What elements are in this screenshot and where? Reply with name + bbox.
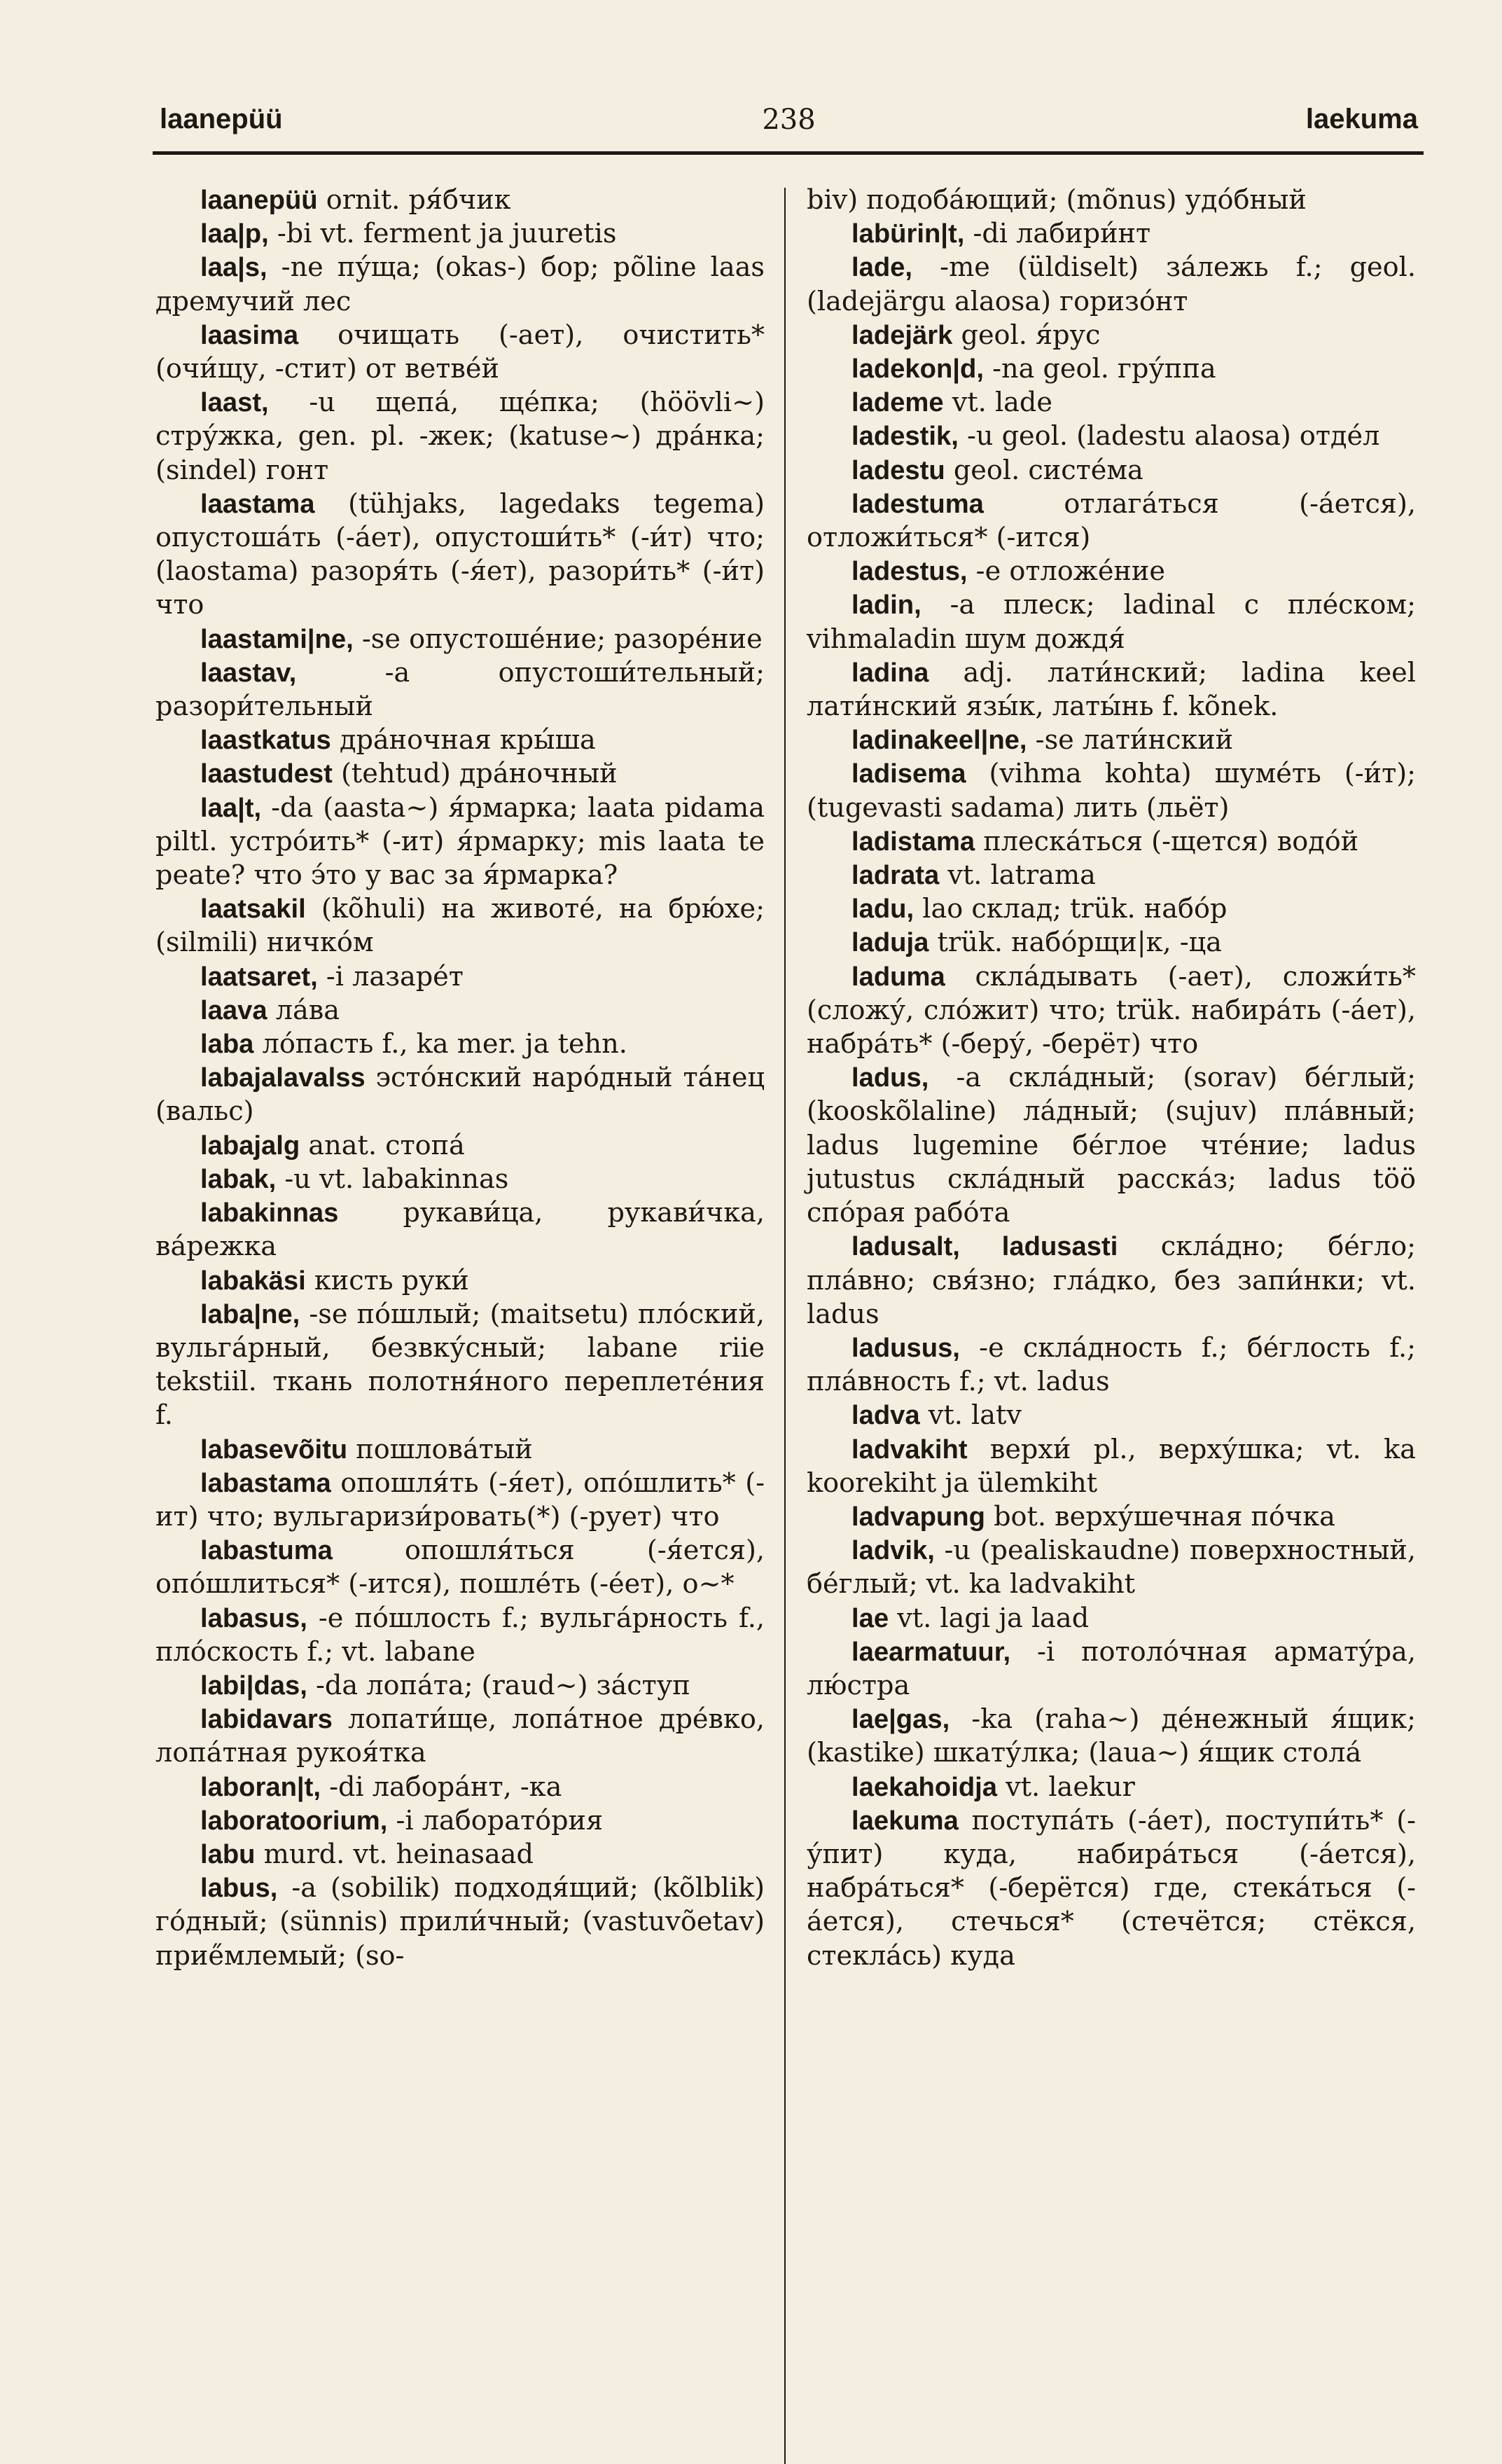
entry-headword: ladejärk <box>851 319 953 350</box>
dictionary-entry <box>807 960 1416 1062</box>
entry-definition: geol. систе́ма <box>945 455 1143 486</box>
dictionary-entry <box>807 892 1416 926</box>
dictionary-entry <box>155 656 765 724</box>
entry-headword: laboratoorium, <box>200 1805 388 1836</box>
entry-definition: -se лати́нский <box>1027 725 1234 756</box>
dictionary-entry <box>807 1771 1416 1804</box>
dictionary-entry <box>807 1433 1416 1500</box>
dictionary-entry <box>807 1804 1416 1973</box>
entry-headword: lade, <box>851 252 913 283</box>
entry-definition: скла́дно; бе́гло; пла́вно; свя́зно; гла́дко, без запи́нки; vt. ladus <box>807 1231 1416 1330</box>
entry-headword: ladisema <box>851 759 966 789</box>
entry-headword: labu <box>200 1839 256 1869</box>
dictionary-entry <box>155 757 765 791</box>
running-head-left: laanepüü <box>160 104 283 134</box>
entry-definition: murd. vt. heinasaad <box>255 1839 534 1870</box>
dictionary-entry <box>155 960 765 994</box>
entry-definition: лопати́ще, лопа́тное дре́вко, лопа́тная рукоя́тка <box>155 1704 765 1769</box>
entry-definition: (kõhuli) на животе́, на брю́хе; (silmili) ничко́м <box>155 894 765 959</box>
dictionary-entry <box>807 1500 1416 1534</box>
entry-definition: ornit. ря́бчик <box>317 185 511 216</box>
entry-definition: ла́ва <box>267 995 340 1026</box>
entry-headword: ladus, <box>851 1063 929 1093</box>
right-column <box>807 184 1416 1973</box>
entry-headword: laastama <box>200 488 315 519</box>
entry-definition: trük. набо́рщи|к, -ца <box>929 927 1222 959</box>
entry-definition: ло́пасть f., ka mer. ja tehn. <box>253 1029 627 1060</box>
entry-definition: -e по́шлость f.; вульга́рность f., пло́скость f.; vt. labane <box>155 1603 765 1668</box>
entry-definition: опошля́ться (-я́ется), опо́шлиться* (-ится), пошле́ть (-е́ет), о~* <box>155 1535 765 1600</box>
entry-headword: laastav, <box>200 657 297 688</box>
entry-definition: -di лабири́нт <box>964 219 1151 250</box>
dictionary-entry <box>155 623 765 656</box>
entry-definition: -me (üldiselt) за́лежь f.; geol. (ladejärgu alaosa) горизо́нт <box>807 252 1416 317</box>
entry-definition: -a скла́дный; (sorav) бе́глый; (kooskõlaline) ла́дный; (sujuv) пла́вный; ladus lugemine бе́глое чте́ние; ladus jutustus скла́дный расска́з; ladus töö спо́рая рабо́та <box>807 1063 1416 1229</box>
entry-headword: laastudest <box>200 759 333 789</box>
entry-definition: отлага́ться (-а́ется), отложи́ться* (-ится) <box>807 488 1416 554</box>
entry-definition: -u vt. labakinnas <box>276 1163 509 1195</box>
entry-headword: laasima <box>200 319 299 350</box>
entry-definition: adj. лати́нский; ladina keel лати́нский язы́к, латы́нь f. kõnek. <box>807 657 1416 723</box>
entry-headword: labürin|t, <box>851 219 965 249</box>
entry-headword: labakäsi <box>200 1265 306 1296</box>
dictionary-entry <box>807 1635 1416 1703</box>
dictionary-entry <box>155 1534 765 1601</box>
entry-headword: labastama <box>200 1467 331 1498</box>
dictionary-entry <box>807 454 1416 487</box>
entry-definition: vt. latrama <box>939 860 1096 892</box>
dictionary-entry <box>807 217 1416 251</box>
dictionary-entry <box>155 184 765 217</box>
dictionary-entry <box>155 319 765 386</box>
entry-headword: laastami|ne, <box>200 623 354 654</box>
entry-definition: -u geol. (ladestu alaosa) отде́л <box>958 421 1380 452</box>
entry-headword: laast, <box>200 387 269 418</box>
dictionary-entry <box>807 352 1416 386</box>
dictionary-entry <box>807 386 1416 420</box>
entry-headword: labidavars <box>200 1704 333 1735</box>
entry-headword: ladestus, <box>851 556 968 587</box>
entry-definition: -u щепа́, ще́пка; (höövli~) стру́жка, gen. pl. -жек; (katuse~) дра́нка; (sindel) гонт <box>155 387 765 486</box>
entry-definition: -e отложе́ние <box>967 556 1165 588</box>
left-column <box>155 184 765 1973</box>
entry-headword: ladusalt, ladusasti <box>851 1231 1118 1262</box>
dictionary-entry <box>807 825 1416 859</box>
entry-definition: lao склад; trük. набо́р <box>914 894 1228 925</box>
entry-headword: ladusus, <box>851 1332 960 1363</box>
entry-definition: (tehtud) дра́ночный <box>332 759 618 790</box>
entry-definition: -a (sobilik) подходя́щий; (kõlblik) го́дный; (sünnis) прили́чный; (vastuvõetav) приe̋млемый; (so- <box>155 1873 765 1972</box>
entry-headword: labajalavalss <box>200 1063 366 1093</box>
entry-definition: vt. lade <box>943 387 1052 419</box>
entry-definition: пошлова́тый <box>347 1434 533 1465</box>
entry-headword: laatsaret, <box>200 961 318 992</box>
dictionary-entry <box>155 1129 765 1163</box>
entry-definition: очищать (-ает), очистить* (очи́щу, -стит) от ветве́й <box>155 319 765 385</box>
entry-headword: labus, <box>200 1873 278 1904</box>
entry-headword: ladestik, <box>851 421 959 452</box>
dictionary-entry <box>807 1061 1416 1230</box>
entry-headword: ladinakeel|ne, <box>851 725 1027 756</box>
entry-headword: ladvakiht <box>851 1434 968 1465</box>
entry-headword: laekuma <box>851 1805 959 1836</box>
entry-definition: (vihma kohta) шуме́ть (-и́т); (tugevasti sadama) лить (льёт) <box>807 759 1416 824</box>
entry-definition: -di лабора́нт, -ка <box>320 1771 562 1803</box>
entry-headword: laduma <box>851 961 945 992</box>
entry-definition: -ne пу́ща; (okas-) бор; põline laas дремучий лес <box>155 252 765 317</box>
dictionary-entry <box>155 386 765 487</box>
entry-headword: labastuma <box>200 1535 333 1566</box>
entry-definition: -e скла́дность f.; бе́глость f.; пла́вность f.; vt. ladus <box>807 1332 1416 1398</box>
dictionary-entry <box>155 1433 765 1467</box>
dictionary-entry <box>155 994 765 1027</box>
dictionary-entry <box>155 1467 765 1534</box>
entry-definition: -da лопа́та; (raud~) за́ступ <box>307 1670 690 1701</box>
entry-headword: laanepüü <box>200 185 318 215</box>
entry-headword: labak, <box>200 1163 277 1194</box>
entry-headword: ladestuma <box>851 488 984 519</box>
entry-definition: vt. laekur <box>997 1771 1135 1803</box>
entry-definition: anat. стопа́ <box>300 1130 465 1161</box>
entry-headword: laa|p, <box>200 219 269 249</box>
entry-definition: скла́дывать (-ает), сложи́ть* (сложу́, сло́жит) что; trük. набира́ть (-а́ет), набра́ть* (-беру́, -берёт) что <box>807 961 1416 1060</box>
dictionary-entry <box>155 724 765 757</box>
dictionary-entry <box>155 1602 765 1669</box>
entry-definition: опошля́ть (-я́ет), опо́шлить* (-ит) что; вульгаризи́ровать(*) (-рует) что <box>155 1467 765 1532</box>
entry-headword: labajalg <box>200 1130 300 1161</box>
entry-headword: laba <box>200 1029 254 1060</box>
entry-definition: -ka (raha~) де́нежный я́щик; (kastike) шкату́лка; (laua~) я́щик стола́ <box>807 1704 1416 1769</box>
entry-headword: ladekon|d, <box>851 354 984 385</box>
dictionary-entry <box>155 1771 765 1804</box>
entry-headword: ladina <box>851 657 929 688</box>
entry-headword: laba|ne, <box>200 1299 300 1329</box>
entry-headword: lae|gas, <box>851 1704 950 1735</box>
entry-definition: geol. я́рус <box>952 319 1101 351</box>
dictionary-entry <box>155 1264 765 1298</box>
dictionary-entry <box>155 1838 765 1871</box>
entry-definition: рукави́ца, рукави́чка, ва́режка <box>155 1198 765 1263</box>
entry-headword: laastkatus <box>200 725 331 756</box>
dictionary-entry <box>155 1703 765 1770</box>
dictionary-entry <box>807 656 1416 724</box>
entry-definition: (tühjaks, lagedaks tegema) опустоша́ть (-а́ет), опустоши́ть* (-и́т) что; (laostama) разоря́ть (-я́ет), разори́ть* (-и́т) что <box>155 488 765 621</box>
entry-definition: vt. latv <box>919 1400 1022 1432</box>
entry-headword: laearmatuur, <box>851 1636 1011 1667</box>
entry-headword: labasevõitu <box>200 1434 348 1465</box>
dictionary-entry <box>155 1669 765 1703</box>
dictionary-entry <box>155 1804 765 1838</box>
dictionary-entry <box>807 724 1416 757</box>
entry-headword: ladrata <box>851 860 940 891</box>
dictionary-entry <box>155 1027 765 1061</box>
entry-headword: laa|s, <box>200 252 267 283</box>
entry-headword: ladvapung <box>851 1501 985 1532</box>
dictionary-entry <box>807 859 1416 892</box>
dictionary-entry <box>807 1399 1416 1432</box>
dictionary-entry <box>807 1534 1416 1601</box>
dictionary-entry <box>807 1331 1416 1399</box>
dictionary-entry <box>155 217 765 251</box>
dictionary-entry <box>807 487 1416 555</box>
entry-definition: bot. верху́шечная по́чка <box>985 1501 1335 1532</box>
entry-definition: vt. lagi ja laad <box>889 1603 1090 1634</box>
dictionary-entry <box>807 1602 1416 1635</box>
column-divider <box>784 188 786 2464</box>
entry-definition: biv) подоба́ющий; (mõnus) удо́бный <box>807 185 1307 216</box>
dictionary-entry <box>155 487 765 623</box>
entry-headword: ladu, <box>851 894 915 925</box>
dictionary-entry <box>807 1703 1416 1770</box>
dictionary-entry <box>155 892 765 960</box>
entry-definition: -i потоло́чная армату́ра, лю́стра <box>807 1636 1416 1701</box>
entry-definition: дра́ночная кры́ша <box>331 725 596 756</box>
entry-definition: -u (pealiskaudne) поверхностный, бе́глый; vt. ka ladvakiht <box>807 1535 1416 1600</box>
entry-definition: кисть руки́ <box>305 1265 469 1296</box>
dictionary-entry <box>807 420 1416 453</box>
dictionary-entry <box>155 791 765 893</box>
entry-headword: laatsakil <box>200 894 306 925</box>
dictionary-entry <box>155 1163 765 1196</box>
page-number: 238 <box>762 104 816 136</box>
dictionary-entry <box>807 251 1416 318</box>
dictionary-entry <box>807 757 1416 824</box>
dictionary-entry <box>155 1061 765 1128</box>
running-head-right: laekuma <box>1305 104 1418 134</box>
entry-headword: lademe <box>851 387 944 418</box>
entry-headword: laa|t, <box>200 792 262 823</box>
entry-headword: ladestu <box>851 455 945 485</box>
entry-headword: lae <box>851 1603 889 1633</box>
entry-definition: -a плеск; ladinal с пле́ском; vihmaladin шум дождя́ <box>807 590 1416 655</box>
dictionary-entry <box>155 1298 765 1433</box>
entry-headword: laduja <box>851 927 929 958</box>
entry-definition: -na geol. гру́ппа <box>983 354 1216 385</box>
entry-definition: -i лазаре́т <box>317 961 464 992</box>
dictionary-entry <box>155 251 765 318</box>
entry-definition: -bi vt. ferment ja juuretis <box>268 219 617 250</box>
entry-headword: labakinnas <box>200 1198 339 1228</box>
entry-definition: поступа́ть (-а́ет), поступи́ть* (-у́пит) куда, набира́ться (-а́ется), набра́ться* (-берётся) где, стека́ться (-а́ется), стечься* (стечётся; стёкся, стекла́сь) куда <box>807 1805 1416 1972</box>
dictionary-entry <box>807 926 1416 960</box>
entry-definition: плеска́ться (-щется) водо́й <box>975 826 1359 857</box>
dictionary-entry <box>155 1871 765 1973</box>
entry-definition: -a опустоши́тельный; разори́тельный <box>155 657 765 723</box>
dictionary-entry <box>807 1230 1416 1331</box>
entry-definition: -i лаборато́рия <box>387 1805 604 1836</box>
entry-headword: ladva <box>851 1400 920 1431</box>
header-rule <box>153 151 1424 155</box>
dictionary-entry <box>807 588 1416 656</box>
page-header <box>160 104 1418 153</box>
entry-headword: labi|das, <box>200 1670 307 1701</box>
entry-definition: -se опустоше́ние; разоре́ние <box>353 623 763 655</box>
dictionary-entry <box>807 319 1416 352</box>
entry-headword: ladin, <box>851 590 922 621</box>
entry-definition: верхи́ pl., верху́шка; vt. ka koorekiht ja ülemkiht <box>807 1434 1416 1499</box>
dictionary-entry <box>807 184 1416 217</box>
entry-definition: -se по́шлый; (maitsetu) пло́ский, вульга́рный, безвку́сный; labane riie tekstiil. ткань полотня́ного переплете́ния f. <box>155 1299 765 1432</box>
entry-headword: laboran|t, <box>200 1771 321 1802</box>
entry-headword: laekahoidja <box>851 1771 997 1802</box>
entry-headword: laava <box>200 995 267 1025</box>
dictionary-entry <box>807 555 1416 588</box>
entry-definition: эсто́нский наро́дный та́нец (вальс) <box>155 1063 765 1128</box>
entry-headword: ladvik, <box>851 1535 935 1566</box>
entry-headword: labasus, <box>200 1603 307 1633</box>
dictionary-entry <box>155 1196 765 1264</box>
entry-headword: ladistama <box>851 826 975 857</box>
entry-definition: -da (aasta~) я́рмарка; laata pidama piltl. устро́ить* (-ит) я́рмарку; mis laata te peate? что э́то у вас за я́рмарка? <box>155 792 765 892</box>
